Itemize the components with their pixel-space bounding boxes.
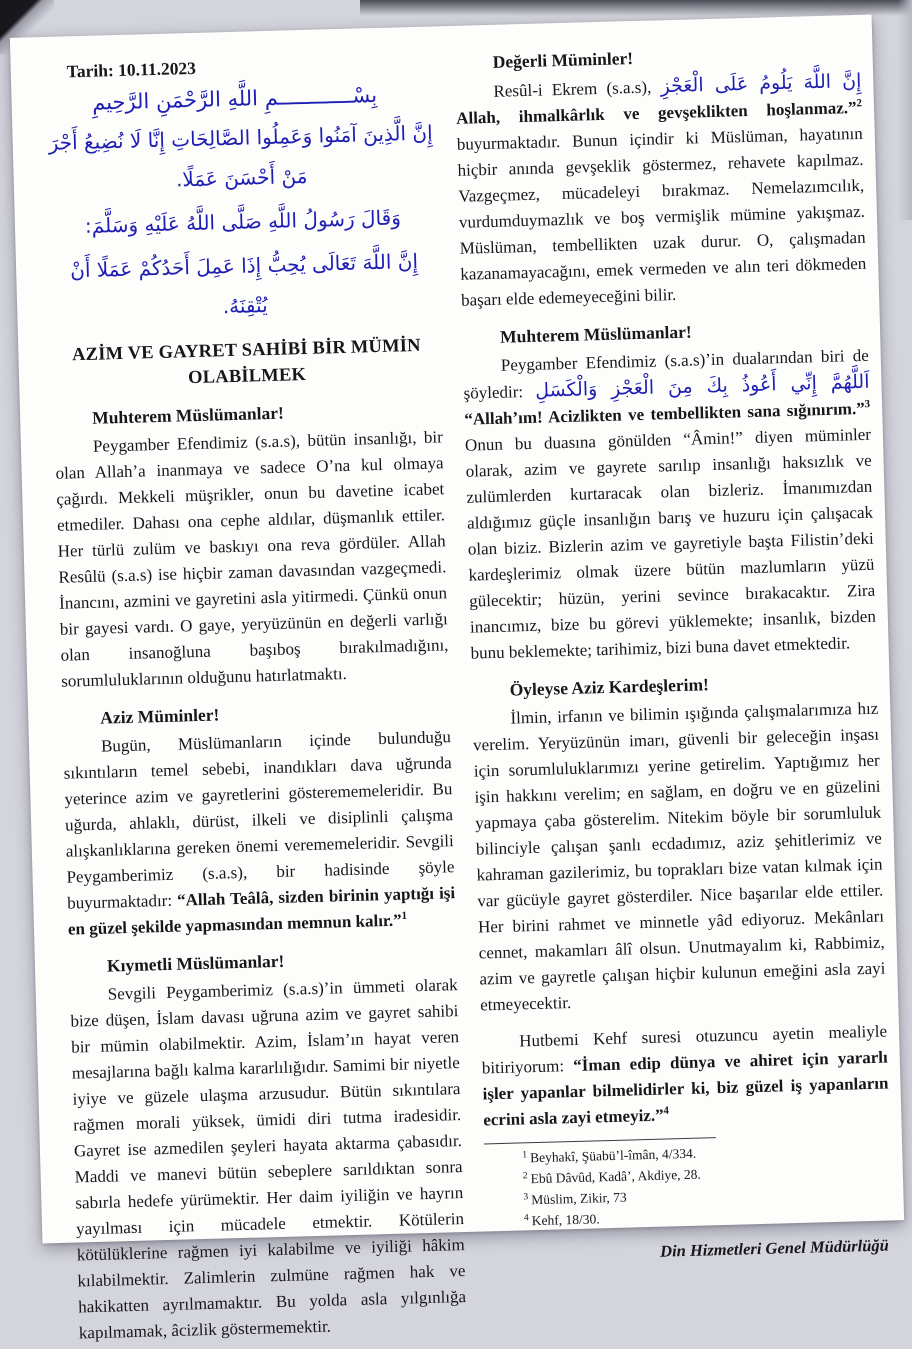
section-heading: Aziz Müminler! bbox=[99, 704, 220, 728]
paragraph: İlmin, irfanın ve bilimin ışığında çalışmalarımıza hız verelim. Yeryüzünün imarı, güvenli bir geleceğin inşası için sorumluluklarımızı yerine getirelim. Yaptığımız her işin hakkını verelim; en sağlam, en doğru ve en güzelini yapmaya çaba gösterelim. Nitekim böyle bir sorumluluk bilinciyle çalışan şanlı ecdadımız, aziz şehitlerimiz ve kahraman gazilerimiz, bu toprakları bize vatan kılmak için var gücüyle gayret gösterdiler. Nice başarılar elde ettiler. Her birini rahmet ve minnetle yâd ediyoruz. Mekânları cennet, makamları âlî olsun. Unutmayalım ki, Rabbimiz, azim ve gayretle çalışan hiçbir kulunun emeğini asla zayi etmeyecektir. bbox=[472, 698, 886, 1015]
hadith-arabic: إِنَّ اللَّهَ تَعَالَى يُحِبُّ إِذَا عَمِلَ أَحَدُكُمْ عَمَلًا أَنْ يُتْقِنَهُ. bbox=[69, 248, 419, 319]
section-heading: Değerli Müminler! bbox=[492, 48, 634, 72]
right-column bbox=[454, 35, 895, 1338]
issuing-authority: Din Hizmetleri Genel Müdürlüğü bbox=[659, 1235, 890, 1261]
photo-edge-right bbox=[898, 0, 912, 220]
section-heading: Kıymetli Müslümanlar! bbox=[106, 950, 285, 976]
footnote-number: 3 bbox=[523, 1191, 529, 1202]
footnote-number: 2 bbox=[522, 1170, 528, 1181]
footnote-text: Kehf, 18/30. bbox=[531, 1211, 600, 1229]
two-column-layout bbox=[44, 35, 895, 1349]
footnotes bbox=[484, 1138, 892, 1231]
section-heading: Muhterem Müslümanlar! bbox=[499, 321, 692, 347]
photo-edge-shadow bbox=[360, 0, 912, 16]
footnote-text: Ebû Dâvûd, Kadâ’, Akdiye, 28. bbox=[530, 1166, 702, 1187]
paragraph: Bugün, Müslümanların içinde bulunduğu sıkıntıların temel sebebi, inandıkları dava uğrunda yeterince azim ve gayretlerini gösterememeleridir. Bu uğurda, ahlaklı, dürüst, ilkeli ve disiplinli çalışma alışkanlıklarına gereken önemi verememeleridir. Sevgili Peygamberimiz (s.a.s), bir hadisinde şöyle buyurmaktadır: “Allah Teâlâ, sizden birinin yaptığı işi en güzel şekilde yapmasından memnun kalır.”$^1$ bbox=[63, 727, 456, 939]
sermon-title: AZİM VE GAYRET SAHİBİ BİR MÜMİN OLABİLMEK bbox=[71, 335, 421, 389]
left-column bbox=[44, 46, 467, 1348]
hadith-intro-arabic: وَقَالَ رَسُولُ اللَّهِ صَلَّى اللَّهُ عَلَيْهِ وَسَلَّمَ: bbox=[84, 205, 402, 238]
section-heading: Öyleyse Aziz Kardeşlerim! bbox=[509, 674, 710, 700]
closing-paragraph: Hutbemi Kehf suresi otuzuncu ayetin mealiyle bitiriyorum: “İman edip dünya ve ahiret için yararlı işler yapanlar bilmelidirler ki, biz güzel iş yapanların ecrini asla zayi etmeyiz.”$^4$ bbox=[481, 1021, 889, 1130]
paragraph: Resûl-i Ekrem (s.a.s), إِنَّ اللَّهَ يَلُومُ عَلَى الْعَجْزِ Allah, ihmalkârlık ve gevşeklikten hoşlanmaz.”$^2$ buyurmaktadır. Bunun içindir ki Müslüman, hayatının hiçbir anında gevşeklik göstermez, rehavete kapılmaz. Vazgeçmez, mücadeleyi bırakmaz. Nemelazımcılık, vurdumduymazlık ve boş vermişlik mümine yakışmaz. Müslüman, tembellikten uzak durur. O, çalışmadan kazanamayacağını, emek vermeden ve alın teri dökmeden başarı elde edemeyeceğini bilir. bbox=[455, 69, 867, 310]
footnote-text: Müslim, Zikir, 73 bbox=[531, 1189, 627, 1208]
footnote-number: 1 bbox=[522, 1149, 528, 1160]
quran-verse-arabic: إِنَّ الَّذِينَ آمَنُوا وَعَمِلُوا الصَّالِحَاتِ إِنَّا لَا نُضِيعُ أَجْرَ مَنْ أَحْسَنَ عَمَلًا. bbox=[48, 120, 433, 192]
besmele-calligraphy: بِسْــــــــــــمِ اللَّهِ الرَّحْمَنِ الرَّحِيمِ bbox=[91, 82, 378, 115]
section-heading: Muhterem Müslümanlar! bbox=[91, 402, 285, 428]
date-label: Tarih: 10.11.2023 bbox=[66, 57, 197, 82]
sermon-page bbox=[10, 15, 904, 1343]
footnote-text: Beyhakî, Şüabü’l-îmân, 4/334. bbox=[529, 1145, 697, 1166]
footnote-number: 4 bbox=[523, 1212, 529, 1223]
paragraph: Peygamber Efendimiz (s.a.s), bütün insanlığı, bir olan Allah’a inanmaya ve sadece O’na kul olmaya çağırdı. Mekkeli müşrikler, onun bu davetine icabet etmediler. Dahası ona cephe aldılar, düşmanlık ettiler. Her türlü zulüm ve baskıyı ona reva gördüler. Allah Resûlü (s.a.s) ise hiçbir zaman davasından vazgeçmedi. İnancını, azmini ve gayretini asla yitirmedi. Çünkü onun bir gayesi vardı. O gaye, yeryüzünün en değerli varlığı olan insanoğluna başıboş bırakılmadığını, sorumluluklarının olduğunu hatırlatmaktı. bbox=[55, 427, 449, 691]
paragraph: Peygamber Efendimiz (s.a.s)’in dualarından biri de şöyledir: اَللَّهُمَّ إِنِّي أَعُوذُ بِكَ مِنَ الْعَجْزِ وَالْكَسَلِ “Allah’ım! Acizlikten ve tembellikten sana sığınırım.”$^3$ Onun bu duasına gönülden “Âmin!” diyen müminler olarak, azim ve gayrete sarılıp insanlığı haksızlık ve zulümlerden kurtaracak olan bizleriz. İmanımızdan aldığımız güçle insanlığın barış ve huzuru için çalışacak olan biziz. Bizlerin azim ve gayretiyle başta Filistin’deki kardeşlerimiz olmak üzere bütün mazlumların yüzü gülecektir; hüzün, yerini sevince bırakacaktır. Zira inancımız, bize bu görevi yüklemekte; insanlık, bizden bunu beklemekte; tarihimiz, bizi buna davet etmektedir. bbox=[463, 345, 877, 663]
paragraph: Sevgili Peygamberimiz (s.a.s)’in ümmeti olarak bize düşen, İslam davası uğruna azim ve gayret sahibi bir mümin olabilmektir. Azim, İslam’ın hayat veren mesajlarına bağlı kalma kararlılığıdır. Samimi bir niyetle iyiye ve güzele ulaşma arzusudur. Bütün sıkıntılara rağmen morali yüksek, ümidi diri tutma iradesidir. Gayret ise azmedilen şeyleri hayata aktarma çabasıdır. Maddi ve manevi bütün sebeplere sarıldıktan sonra sabırla hedefe yürümektir. Her daim iyiliğin ve hayrın yayılması için mücadele etmektir. Kötülerin kötülüklerine rağmen iyi kalabilme ve iyiliği hâkim kılabilmektir. Zalimlerin zulmüne rağmen hak ve hakikatten ayrılmamaktır. Bu yolda asla yılgınlığa kapılmamak, âcizlik göstermemektir. bbox=[70, 975, 467, 1343]
